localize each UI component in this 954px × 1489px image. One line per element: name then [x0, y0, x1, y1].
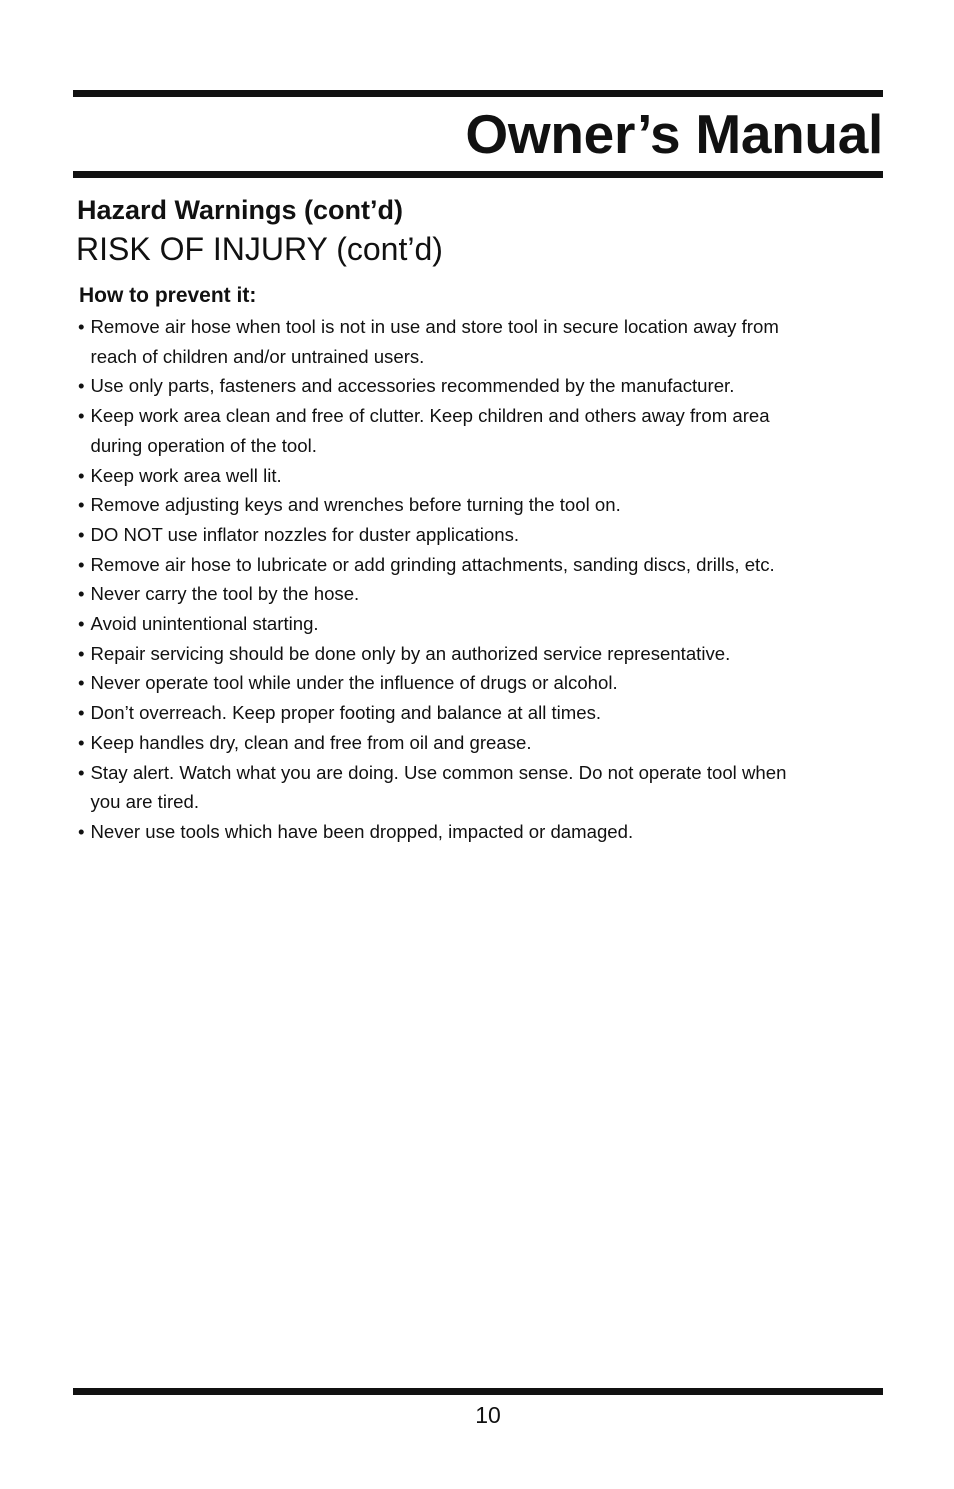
list-item-text: Remove adjusting keys and wrenches before turning the tool on. — [90, 494, 621, 516]
header-rule-top — [73, 90, 883, 97]
list-item — [78, 609, 893, 639]
bullet-icon: • — [78, 464, 85, 486]
list-item-text: DO NOT use inflator nozzles for duster applications. — [90, 523, 520, 545]
bullet-icon: • — [78, 731, 85, 753]
bullet-icon: • — [78, 613, 85, 635]
footer-rule — [73, 1388, 883, 1395]
list-item-text: Don’t overreach. Keep proper footing and balance at all times. — [90, 702, 602, 724]
list-item — [78, 758, 893, 817]
list-item — [78, 698, 893, 728]
list-item — [78, 520, 893, 550]
prevention-list — [78, 312, 893, 847]
bullet-icon: • — [78, 405, 85, 427]
list-item — [78, 490, 893, 520]
section-subheading: RISK OF INJURY (cont’d) — [76, 231, 443, 267]
list-item — [78, 579, 893, 609]
list-item-text: Keep work area well lit. — [90, 464, 282, 486]
bullet-icon: • — [78, 583, 85, 605]
list-item-text: you are tired. — [90, 791, 200, 813]
list-item — [78, 668, 893, 698]
list-item-text: Remove air hose when tool is not in use and store tool in secure location away from — [90, 316, 779, 337]
bullet-icon: • — [78, 672, 85, 694]
list-item — [78, 401, 893, 460]
bullet-icon: • — [78, 375, 85, 397]
list-item — [78, 461, 893, 491]
page-number: 10 — [475, 1402, 501, 1428]
list-item-text: Keep work area clean and free of clutter. Keep children and others away from area — [90, 405, 770, 427]
list-item-text: Avoid unintentional starting. — [90, 613, 319, 635]
list-item-text: Keep handles dry, clean and free from oil and grease. — [90, 731, 532, 753]
bullet-icon: • — [78, 820, 85, 842]
list-item — [78, 728, 893, 758]
list-item-text: Stay alert. Watch what you are doing. Use common sense. Do not operate tool when — [90, 761, 787, 783]
list-item — [78, 639, 893, 669]
bullet-icon: • — [78, 523, 85, 545]
list-item — [78, 817, 893, 847]
list-item-text: reach of children and/or untrained users. — [90, 345, 425, 367]
list-item-text: Remove air hose to lubricate or add grinding attachments, sanding discs, drills, etc. — [90, 553, 775, 575]
list-item — [78, 550, 893, 580]
list-item-text: during operation of the tool. — [90, 434, 317, 456]
list-item-text: Never operate tool while under the influence of drugs or alcohol. — [90, 672, 618, 694]
list-item-text: Never use tools which have been dropped, impacted or damaged. — [90, 820, 634, 842]
header-rule-bottom — [73, 171, 883, 178]
list-item — [78, 312, 893, 371]
bullet-icon: • — [78, 702, 85, 724]
list-item-text: Repair servicing should be done only by an authorized service representative. — [90, 642, 731, 664]
bullet-icon: • — [78, 642, 85, 664]
list-item-text: Use only parts, fasteners and accessories recommended by the manufacturer. — [90, 375, 735, 397]
list-item-text: Never carry the tool by the hose. — [90, 583, 360, 605]
bullet-icon: • — [78, 316, 85, 337]
section-heading: Hazard Warnings (cont’d) — [77, 195, 404, 225]
bullet-icon: • — [78, 553, 85, 575]
bullet-icon: • — [78, 761, 85, 783]
prevention-heading: How to prevent it: — [79, 284, 257, 307]
bullet-icon: • — [78, 494, 85, 516]
document-title: Owner’s Manual — [465, 103, 883, 165]
list-item — [78, 371, 893, 401]
